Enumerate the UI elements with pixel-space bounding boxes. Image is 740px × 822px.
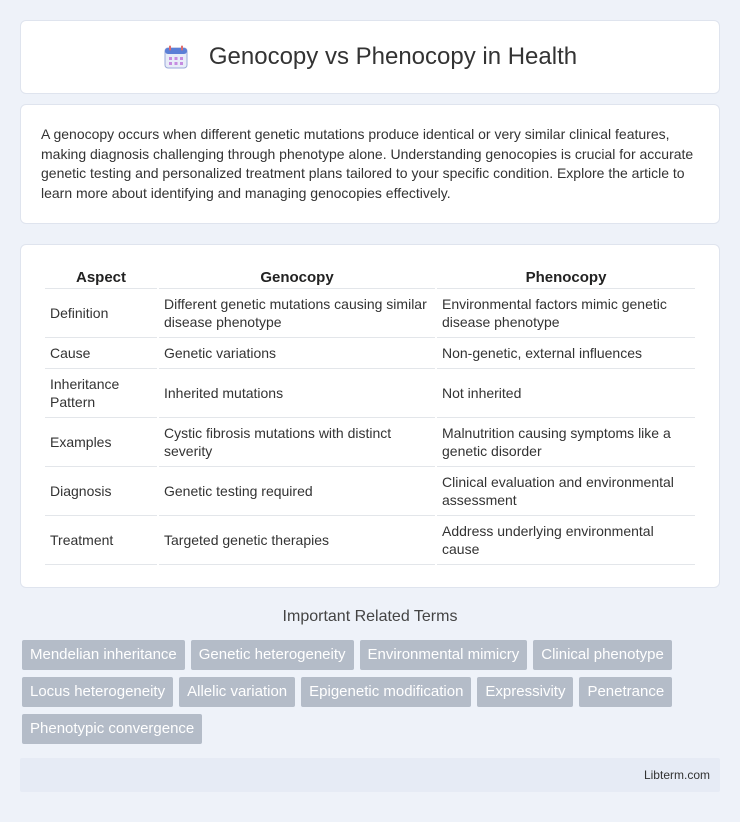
page-title: Genocopy vs Phenocopy in Health: [208, 43, 578, 70]
related-term-tag[interactable]: Mendelian inheritance: [22, 640, 185, 670]
intro-text: A genocopy occurs when different genetic mutations produce identical or very similar clinical features, making diagnosis challenging through phenotype alone. Understanding genocopies is crucial for accurate genetic testing and personalized treatment plans tailored to your specific condition. Explore the article to learn more about identifying and managing genocopies effectively.: [41, 126, 694, 201]
table-cell: Targeted genetic therapies: [159, 516, 435, 565]
comparison-table: [43, 265, 697, 565]
table-cell: Genetic variations: [159, 338, 435, 369]
table-cell: Examples: [45, 418, 157, 467]
table-cell: Clinical evaluation and environmental assessment: [437, 467, 695, 516]
column-header: Genocopy: [159, 265, 435, 289]
table-cell: Cystic fibrosis mutations with distinct severity: [159, 418, 435, 467]
table-cell: Environmental factors mimic genetic disease phenotype: [437, 289, 695, 338]
related-term-tag[interactable]: Expressivity: [477, 677, 573, 707]
table-cell: Inherited mutations: [159, 369, 435, 418]
related-term-tag[interactable]: Phenotypic convergence: [22, 714, 202, 744]
table-row: [45, 289, 695, 338]
table-cell: Non-genetic, external influences: [437, 338, 695, 369]
footer: [20, 758, 720, 792]
table-row: [45, 467, 695, 516]
table-cell: Definition: [45, 289, 157, 338]
column-header: Phenocopy: [437, 265, 695, 289]
table-row: [45, 418, 695, 467]
table-cell: Genetic testing required: [159, 467, 435, 516]
table-cell: Diagnosis: [45, 467, 157, 516]
header-card: [20, 20, 720, 94]
related-terms-list: [22, 640, 722, 751]
table-cell: Not inherited: [437, 369, 695, 418]
comparison-table-card: [20, 244, 720, 588]
table-row: [45, 516, 695, 565]
related-term-tag[interactable]: Allelic variation: [179, 677, 295, 707]
table-cell: Cause: [45, 338, 157, 369]
related-term-tag[interactable]: Epigenetic modification: [301, 677, 471, 707]
related-term-tag[interactable]: Environmental mimicry: [360, 640, 528, 670]
column-header: Aspect: [45, 265, 157, 289]
table-cell: Treatment: [45, 516, 157, 565]
table-header-row: [45, 265, 695, 289]
table-cell: Inheritance Pattern: [45, 369, 157, 418]
footer-site-link[interactable]: Libterm.com: [643, 768, 710, 782]
calendar-icon: [163, 44, 189, 70]
related-term-tag[interactable]: Locus heterogeneity: [22, 677, 173, 707]
table-cell: Address underlying environmental cause: [437, 516, 695, 565]
related-term-tag[interactable]: Clinical phenotype: [533, 640, 672, 670]
related-term-tag[interactable]: Penetrance: [579, 677, 672, 707]
related-terms-title: Important Related Terms: [282, 608, 458, 625]
intro-card: [20, 104, 720, 224]
table-cell: Different genetic mutations causing similar disease phenotype: [159, 289, 435, 338]
table-row: [45, 369, 695, 418]
table-cell: Malnutrition causing symptoms like a genetic disorder: [437, 418, 695, 467]
table-row: [45, 338, 695, 369]
related-term-tag[interactable]: Genetic heterogeneity: [191, 640, 354, 670]
